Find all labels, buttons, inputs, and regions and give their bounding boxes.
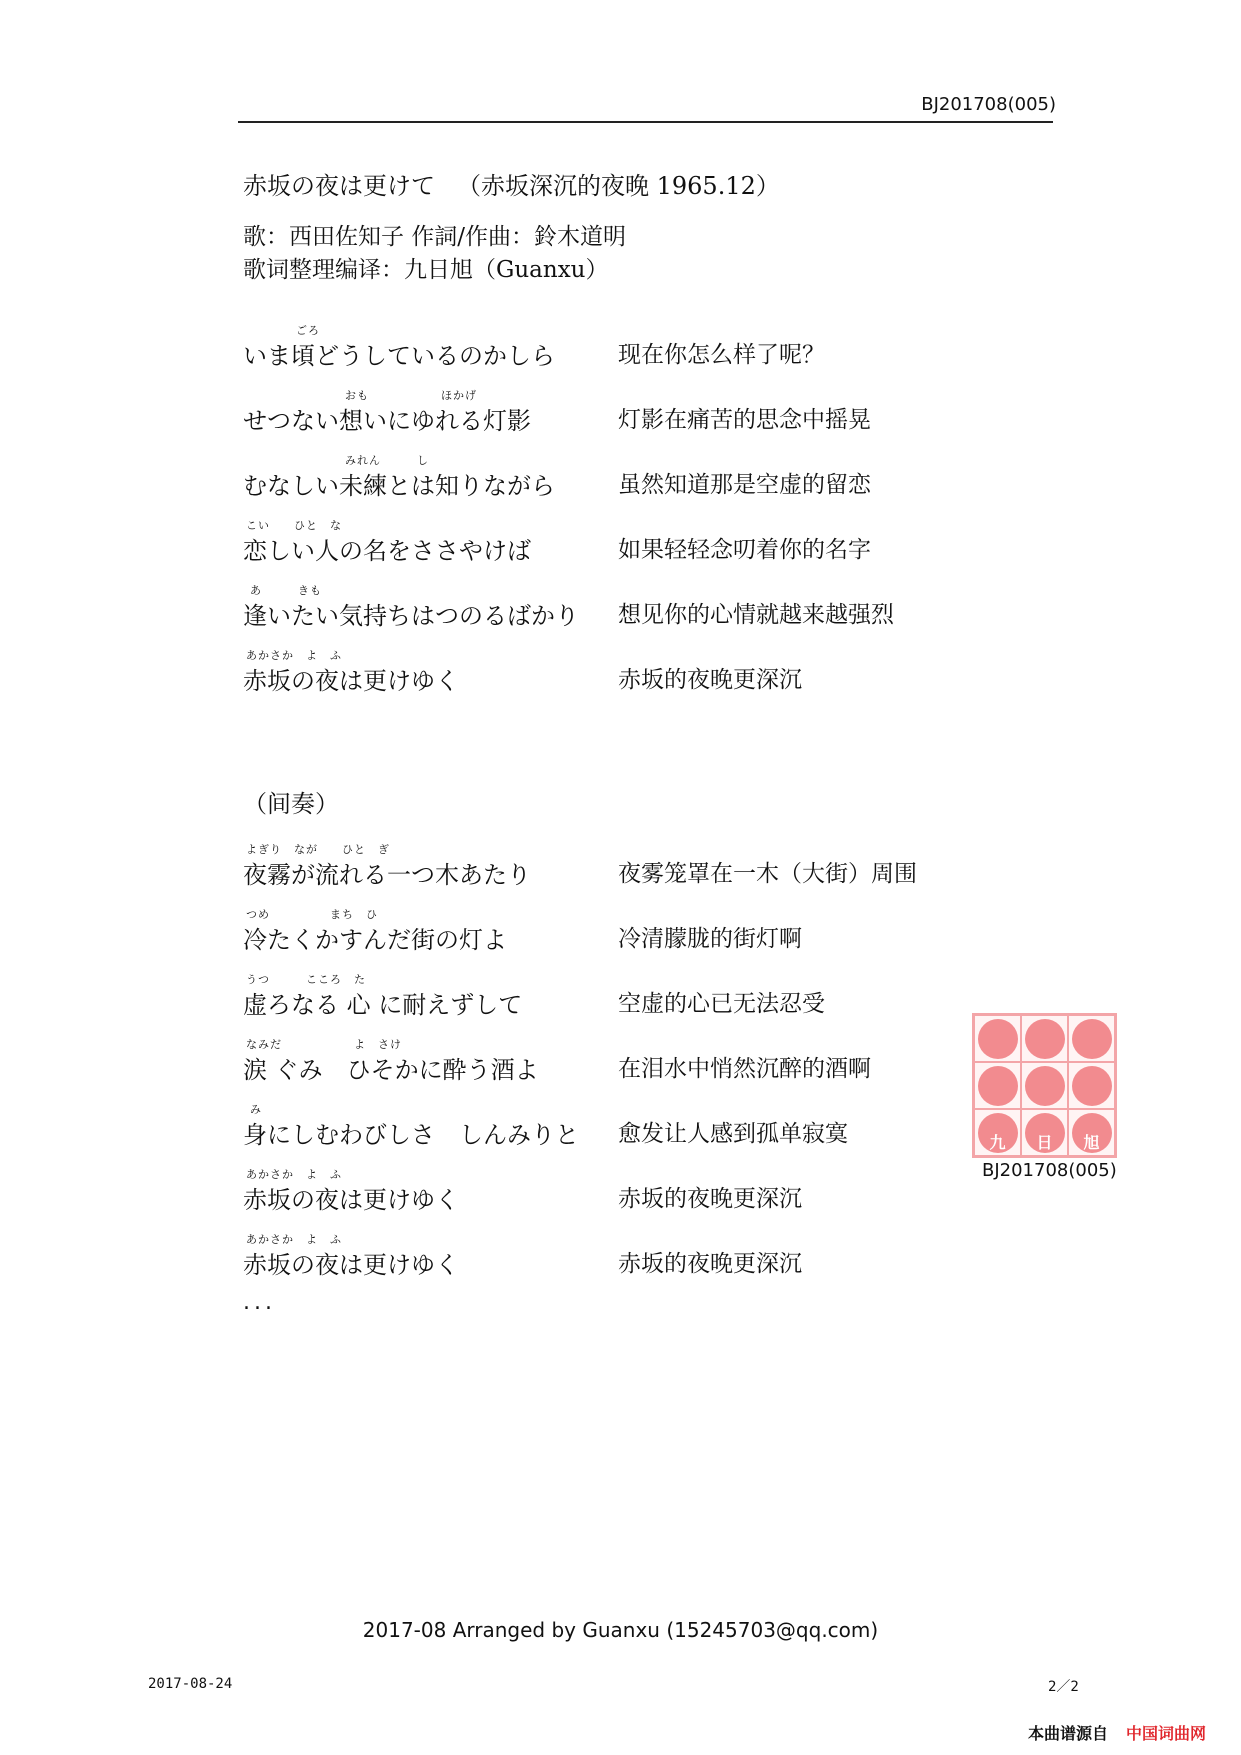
singer-line: 歌：西田佐知子 作詞/作曲：鈴木道明 xyxy=(243,224,627,250)
seal-dot xyxy=(1072,1066,1112,1106)
lyric-line: 赤坂の夜は更けゆく xyxy=(243,1251,459,1279)
source-credit xyxy=(1028,1721,1206,1744)
seal-stamp xyxy=(972,1013,1117,1158)
translation-line: 赤坂的夜晚更深沉 xyxy=(618,667,802,693)
lyric-line: 涙 ぐみ ひそかに酔う酒よ xyxy=(243,1056,539,1084)
ruby: み xyxy=(250,1103,262,1116)
header-divider xyxy=(238,121,1053,123)
translator-line: 歌词整理编译：九日旭（Guanxu） xyxy=(243,257,609,283)
lyric-line: 恋しい人の名をささやけば xyxy=(243,537,531,565)
translation-line: 空虚的心已无法忍受 xyxy=(618,991,825,1017)
translation-line: 赤坂的夜晚更深沉 xyxy=(618,1186,802,1212)
seal-char: 旭 xyxy=(1083,1133,1100,1152)
translation-line: 如果轻轻念叨着你的名字 xyxy=(618,537,871,563)
translation-line: 想见你的心情就越来越强烈 xyxy=(618,602,894,628)
ruby: つめ まち ひ xyxy=(246,908,378,921)
song-title xyxy=(243,166,780,201)
source-site-link[interactable]: 中国词曲网 xyxy=(1126,1724,1207,1743)
ruby: おも ほかげ xyxy=(345,389,477,402)
translation-line: 现在你怎么样了呢？ xyxy=(618,342,825,368)
translation-line: 夜雾笼罩在一木（大街）周围 xyxy=(618,861,917,887)
lyric-line: せつない想いにゆれる灯影 xyxy=(243,407,531,435)
translation-line: 冷清朦胧的街灯啊 xyxy=(618,926,802,952)
ruby: こい ひと な xyxy=(246,519,342,532)
lyric-line: むなしい未練とは知りながら xyxy=(243,472,555,500)
song-title-main: 赤坂の夜は更けて xyxy=(243,172,435,200)
lyric-line: いま頃どうしているのかしら xyxy=(243,342,555,370)
seal-dot xyxy=(978,1019,1018,1059)
lyric-line: 虚ろなる 心 に耐えずして xyxy=(243,991,523,1019)
lyric-line: 冷たくかすんだ街の灯よ xyxy=(243,926,507,954)
ruby: あかさか よ ふ xyxy=(246,649,342,662)
footer-credit: 2017-08 Arranged by Guanxu (15245703@qq.com) xyxy=(362,1618,879,1642)
translation-line: 愈发让人感到孤单寂寞 xyxy=(618,1121,848,1147)
seal-char: 九 xyxy=(989,1133,1006,1152)
lyric-line: 身にしむわびしさ しんみりと xyxy=(243,1121,579,1149)
seal-char: 日 xyxy=(1036,1133,1053,1152)
translation-line: 灯影在痛苦的思念中摇晃 xyxy=(618,407,871,433)
lyric-line: 赤坂の夜は更けゆく xyxy=(243,1186,459,1214)
ruby: ごろ xyxy=(296,324,320,337)
seal-dot xyxy=(1072,1019,1112,1059)
song-title-sub: （赤坂深沉的夜晚 1965.12） xyxy=(457,172,780,200)
translation-line: 赤坂的夜晚更深沉 xyxy=(618,1251,802,1277)
ruby: あかさか よ ふ xyxy=(246,1168,342,1181)
ruby: みれん し xyxy=(345,454,429,467)
page-number: 2／2 xyxy=(1048,1679,1079,1695)
interlude-label: （间奏） xyxy=(243,790,339,818)
stamp-code: BJ201708(005) xyxy=(982,1160,1117,1181)
ruby: あ きも xyxy=(250,584,322,597)
lyric-line: 赤坂の夜は更けゆく xyxy=(243,667,459,695)
seal-dot xyxy=(978,1066,1018,1106)
ellipsis: ... xyxy=(243,1290,276,1315)
ruby: よぎり なが ひと ぎ xyxy=(246,843,390,856)
seal-dot xyxy=(1025,1066,1065,1106)
ruby: なみだ よ さけ xyxy=(246,1038,402,1051)
doc-code: BJ201708(005) xyxy=(921,94,1056,115)
lyric-line: 夜霧が流れる一つ木あたり xyxy=(243,861,531,889)
ruby: うつ こころ た xyxy=(246,973,366,986)
source-label: 本曲谱源自 xyxy=(1028,1724,1109,1743)
footer-date: 2017-08-24 xyxy=(148,1676,233,1692)
ruby: あかさか よ ふ xyxy=(246,1233,342,1246)
seal-dot xyxy=(1025,1019,1065,1059)
translation-line: 在泪水中悄然沉醉的酒啊 xyxy=(618,1056,871,1082)
translation-line: 虽然知道那是空虚的留恋 xyxy=(618,472,871,498)
lyric-line: 逢いたい気持ちはつのるばかり xyxy=(243,602,579,630)
